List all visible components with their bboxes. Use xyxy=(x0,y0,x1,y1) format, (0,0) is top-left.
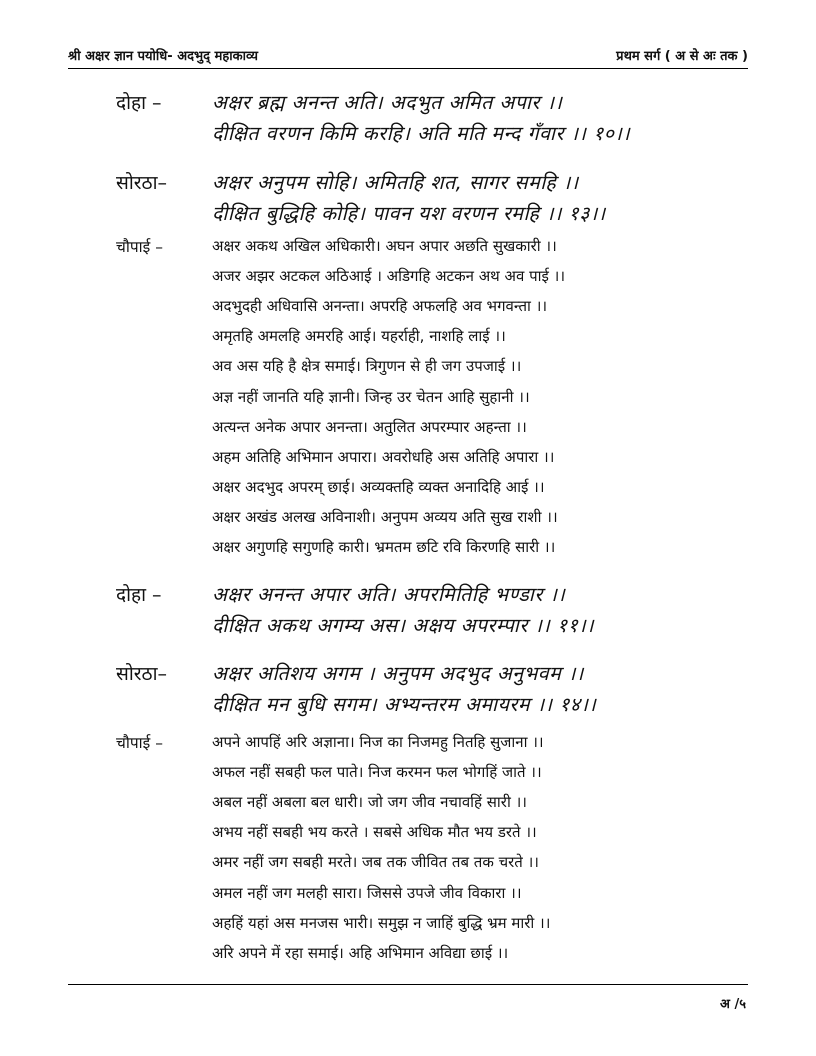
verse-line: अहहिं यहां अस मनजस भारी। समुझ न जाहिं बुद्धि भ्रम मारी ।। xyxy=(212,913,551,932)
verse-line: अक्षर अतिशय अगम । अनुपम अदभुद अनुभवम ।। xyxy=(212,662,584,685)
doha-verse-10 xyxy=(116,86,716,148)
doha-verse-11 xyxy=(116,578,716,640)
verse-line: अक्षर अगुणहि सगुणहि कारी। भ्रमतम छटि रवि किरणहि सारी ।। xyxy=(212,537,556,556)
verse-line: अहम अतिहि अभिमान अपारा। अवरोधहि अस अतिहि अपारा ।। xyxy=(212,447,555,466)
verse-line: अमर नहीं जग सबही मरते। जब तक जीवित तब तक चरते ।। xyxy=(212,853,539,872)
verse-line: अत्यन्त अनेक अपार अनन्ता। अतुलित अपरम्पार अहन्ता ।। xyxy=(212,417,527,436)
verse-line: अक्षर अकथ अखिल अधिकारी। अघन अपार अछति सुखकारी ।। xyxy=(212,237,557,256)
verse-line: दीक्षित मन बुधि सगम। अभ्यन्तरम अमायरम ।। १४।। xyxy=(212,693,597,716)
verse-line: अक्षर अनुपम सोहि। अमितहि शत, सागर समहि ।। xyxy=(212,171,579,194)
chaupai-block-2 xyxy=(116,727,716,968)
footer-rule xyxy=(68,984,748,985)
verse-line: दीक्षित वरणन किमि करहि। अति मति मन्द गँवार ।। १०।। xyxy=(212,122,631,145)
page-header xyxy=(68,44,748,66)
verse-line: अज्ञ नहीं जानति यहि ज्ञानी। जिन्ह उर चेतन आहि सुहानी ।। xyxy=(212,387,530,406)
sortha-verse-13 xyxy=(116,166,716,228)
sortha-verse-14 xyxy=(116,657,716,719)
verse-line: अरि अपने में रहा समाई। अहि अभिमान अविद्या छाई ।। xyxy=(212,943,509,962)
chapter-title: प्रथम सर्ग ( अ से अः तक ) xyxy=(616,49,748,64)
verse-label: चौपाई – xyxy=(116,734,163,753)
chaupai-block-1 xyxy=(116,231,716,562)
verse-line: अजर अझर अटकल अठिआई । अडिगहि अटकन अथ अव पाई ।। xyxy=(212,267,566,286)
verse-line: अक्षर ब्रह्म अनन्त अति। अदभुत अमित अपार ।। xyxy=(212,91,563,114)
page-number: अ /५ xyxy=(720,997,746,1012)
verse-line: अपने आपहिं अरि अज्ञाना। निज का निजमहु नितहि सुजाना ।। xyxy=(212,733,544,752)
verse-line: अक्षर अनन्त अपार अति। अपरमितिहि भण्डार ।। xyxy=(212,583,566,606)
verse-line: अव अस यहि है क्षेत्र समाई। त्रिगुणन से ही जग उपजाई ।। xyxy=(212,357,522,376)
verse-line: अभय नहीं सबही भय करते । सबसे अधिक मौत भय डरते ।। xyxy=(212,823,537,842)
verse-line: अमृतहि अमलहि अमरहि आई। यहर्राही, नाशहि लाई ।। xyxy=(212,327,506,346)
verse-line: दीक्षित बुद्धिहि कोहि। पावन यश वरणन रमहि ।। १३।। xyxy=(212,202,606,225)
verse-line: अफल नहीं सबही फल पाते। निज करमन फल भोगहिं जाते ।। xyxy=(212,763,542,782)
book-title: श्री अक्षर ज्ञान पयोधि- अदभुद् महाकाव्य xyxy=(68,49,258,64)
verse-line: अदभुदही अधिवासि अनन्ता। अपरहि अफलहि अव भगवन्ता ।। xyxy=(212,297,548,316)
verse-line: अमल नहीं जग मलही सारा। जिससे उपजे जीव विकारा ।। xyxy=(212,883,522,902)
verse-label: सोरठा– xyxy=(116,171,167,194)
verse-label: दोहा – xyxy=(116,91,162,114)
verse-line: अक्षर अखंड अलख अविनाशी। अनुपम अव्यय अति सुख राशी ।। xyxy=(212,507,558,526)
verse-line: अक्षर अदभुद अपरम् छाई। अव्यक्तहि व्यक्त अनादिहि आई ।। xyxy=(212,477,545,496)
verse-label: सोरठा– xyxy=(116,662,167,685)
header-rule xyxy=(68,68,748,69)
verse-label: दोहा – xyxy=(116,583,162,606)
verse-label: चौपाई – xyxy=(116,238,163,257)
verse-line: अबल नहीं अबला बल धारी। जो जग जीव नचावहिं सारी ।। xyxy=(212,793,527,812)
verse-line: दीक्षित अकथ अगम्य अस। अक्षय अपरम्पार ।। ११।। xyxy=(212,614,595,637)
